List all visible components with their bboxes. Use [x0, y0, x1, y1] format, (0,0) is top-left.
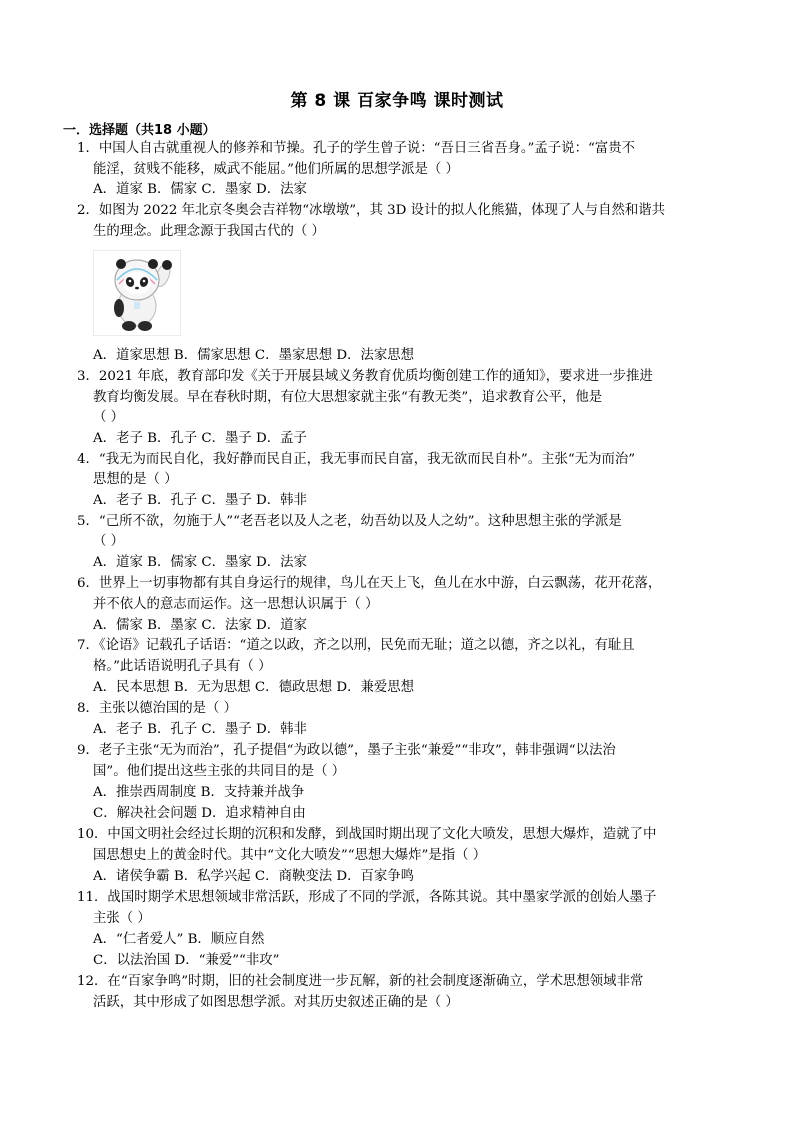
question-1-line-1: 1．中国人自古就重视人的修养和节操。孔子的学生曾子说：“吾日三省吾身。”孟子说：“富贵不	[77, 141, 635, 156]
question-6-line-1: 6．世界上一切事物都有其自身运行的规律，鸟儿在天上飞，鱼儿在水中游，白云飘荡，花开花落，	[77, 576, 662, 591]
question-10-line-2: 国思想史上的黄金时代。其中“文化大喷发”“思想大爆炸”是指（ ）	[93, 848, 487, 863]
question-6-options: A．儒家 B．墨家 C．法家 D．道家	[93, 618, 307, 633]
question-1-options: A．道家 B．儒家 C．墨家 D．法家	[93, 182, 307, 197]
question-11-line-2: 主张（ ）	[93, 911, 151, 926]
question-7-line-1: 7．《论语》记载孔子话语：“道之以政，齐之以刑，民免而无耻；道之以德，齐之以礼，有耻且	[77, 638, 635, 653]
question-4-line-1: 4．“我无为而民自化，我好静而民自正，我无事而民自富，我无欲而民自朴”。主张“无为而治”	[77, 452, 636, 467]
question-10-line-1: 10．中国文明社会经过长期的沉积和发酵，到战国时期出现了文化大喷发，思想大爆炸，造就了中	[77, 827, 657, 842]
question-2-options: A．道家思想 B．儒家思想 C．墨家思想 D．法家思想	[93, 348, 415, 363]
question-1-line-2: 能淫，贫贱不能移，威武不能屈。”他们所属的思想学派是（ ）	[93, 162, 459, 177]
question-11-options-row-2: C．以法治国 D．“兼爱”“非攻”	[93, 953, 280, 968]
section-heading: 一．选择题（共18 小题）	[63, 123, 216, 138]
question-8-options: A．老子 B．孔子 C．墨子 D．韩非	[93, 722, 307, 737]
question-5-line-2: （ ）	[93, 534, 125, 549]
question-8-line-1: 8．主张以德治国的是（ ）	[77, 701, 238, 716]
question-4-line-2: 思想的是（ ）	[93, 472, 178, 487]
page-title: 第 8 课 百家争鸣 课时测试	[290, 91, 504, 111]
question-12-line-1: 12．在“百家争鸣”时期，旧的社会制度进一步瓦解，新的社会制度逐渐确立，学术思想领域非常	[77, 974, 644, 989]
question-9-line-1: 9．老子主张“无为而治”，孔子提倡“为政以德”，墨子主张“兼爱”“非攻”，韩非强调“以法治	[77, 743, 616, 758]
question-9-line-2: 国”。他们提出这些主张的共同目的是（ ）	[93, 764, 346, 779]
question-11-options-row-1: A．“仁者爱人” B．顺应自然	[93, 932, 265, 947]
question-4-options: A．老子 B．孔子 C．墨子 D．韩非	[93, 493, 307, 508]
question-9-options-row-1: A．推崇西周制度 B．支持兼并战争	[93, 785, 305, 800]
bing-dwen-dwen-mascot-image	[93, 250, 181, 336]
question-10-options: A．诸侯争霸 B．私学兴起 C．商鞅变法 D．百家争鸣	[93, 869, 415, 884]
question-7-options: A．民本思想 B．无为思想 C．德政思想 D．兼爱思想	[93, 680, 415, 695]
question-5-options: A．道家 B．儒家 C．墨家 D．法家	[93, 555, 307, 570]
question-2-line-1: 2．如图为 2022 年北京冬奥会吉祥物“冰墩墩”，其 3D 设计的拟人化熊猫，体现了人与自然和谐共	[77, 203, 666, 218]
question-9-options-row-2: C．解决社会问题 D．追求精神自由	[93, 806, 306, 821]
question-12-line-2: 活跃，其中形成了如图思想学派。对其历史叙述正确的是（ ）	[93, 995, 459, 1010]
question-3-line-2: 教育均衡发展。早在春秋时期，有位大思想家就主张“有教无类”，追求教育公平，他是	[93, 390, 603, 405]
question-3-line-1: 3．2021 年底，教育部印发《关于开展县域义务教育优质均衡创建工作的通知》，要求进一步推进	[77, 369, 653, 384]
question-5-line-1: 5．“己所不欲，勿施于人”“老吾老以及人之老，幼吾幼以及人之幼”。这种思想主张的学派是	[77, 514, 622, 529]
question-11-line-1: 11．战国时期学术思想领域非常活跃，形成了不同的学派，各陈其说。其中墨家学派的创始人墨子	[77, 890, 657, 905]
question-6-line-2: 并不依人的意志而运作。这一思想认识属于（ ）	[93, 597, 379, 612]
question-3-line-3: （ ）	[93, 410, 125, 425]
question-2-line-2: 生的理念。此理念源于我国古代的（ ）	[93, 224, 325, 239]
question-3-options: A．老子 B．孔子 C．墨子 D．孟子	[93, 431, 307, 446]
question-7-line-2: 格。”此话语说明孔子具有（ ）	[93, 659, 272, 674]
